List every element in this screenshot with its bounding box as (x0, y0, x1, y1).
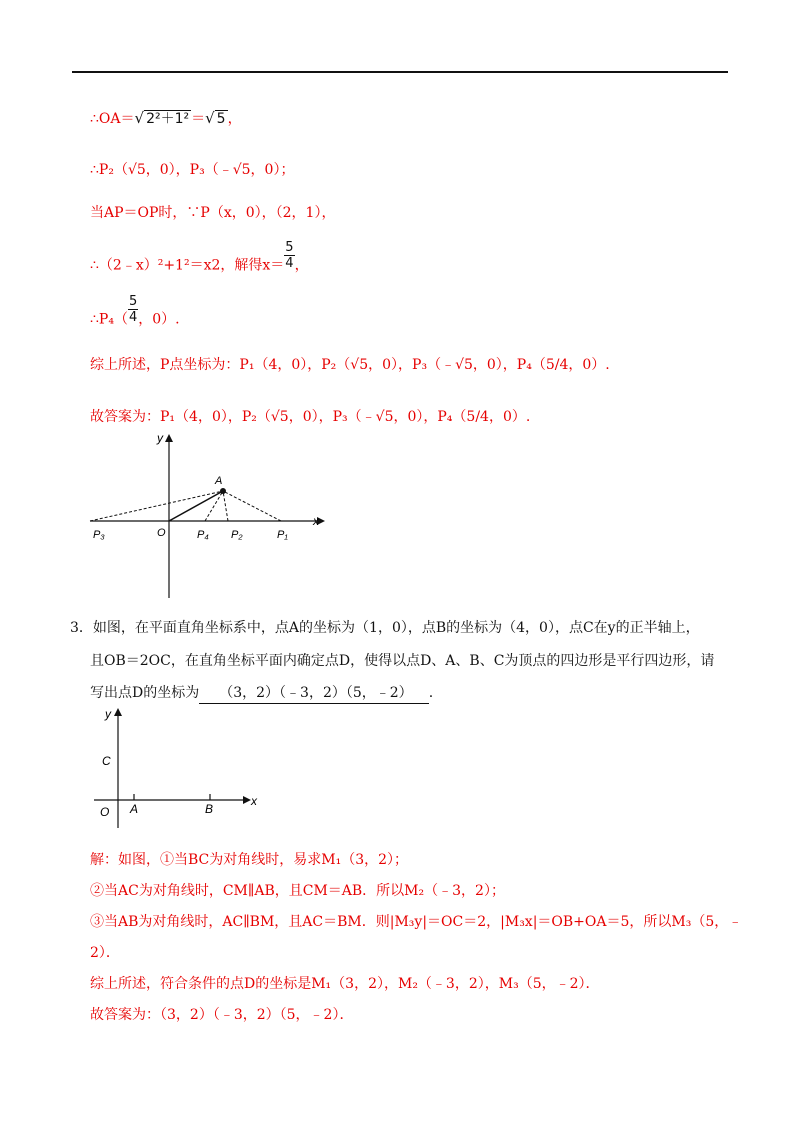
line-answer: 故答案为：P₁（4，0），P₂（√5，0），P₃（﹣√5，0），P₄（5/4，0）. (90, 409, 531, 425)
line-p2-p3: ∴P₂（√5，0），P₃（﹣√5，0）； (90, 162, 295, 178)
label-p1: P₁ (277, 529, 288, 541)
solution-line-3: ③当AB为对角线时，AC∥BM，且AC＝BM．则|M₃y|＝OC＝2，|M₃x|＝OB+OA＝5，所以M₃（5，﹣ (90, 914, 743, 930)
sqrt-expression: √ 2²＋1² (134, 109, 190, 127)
solution-line-4: 综上所述，符合条件的点D的坐标是M₁（3，2），M₂（﹣3，2），M₃（5，﹣2）． (90, 976, 600, 992)
answer-blank: （3，2）（﹣3，2）（5，﹣2） (199, 683, 428, 704)
line-ap-op: 当AP＝OP时，∵P（x，0），（2，1）， (90, 205, 336, 221)
solution-line-3b: 2）． (90, 945, 120, 961)
label-a: A (130, 802, 139, 816)
label-p2: P₂ (231, 529, 243, 541)
label-y: y (157, 431, 163, 445)
label-c: C (102, 754, 111, 768)
solution-line-2: ②当AC为对角线时，CM∥AB，且CM＝AB．所以M₂（﹣3，2）； (90, 883, 505, 899)
solution-line-1: 解：如图，①当BC为对角线时，易求M₁（3，2）； (90, 852, 409, 868)
problem-3-line-1: 3．如图，在平面直角坐标系中，点A的坐标为（1，0），点B的坐标为（4，0），点C在y的正半轴上， (70, 620, 700, 636)
line-p4: ∴P₄（ $\frac{5}{4}$ ，0）. (90, 294, 180, 328)
label-x: x (313, 514, 319, 528)
fraction: $\frac{5}{4}$ (285, 240, 294, 271)
line-summary: 综上所述，P点坐标为：P₁（4，0），P₂（√5，0），P₃（﹣√5，0），P₄（5/4，0）. (90, 357, 610, 373)
header-rule (72, 71, 728, 73)
problem-3-line-3: 写出点D的坐标为 （3，2）（﹣3，2）（5，﹣2） . (90, 683, 433, 704)
line-oa: ∴OA＝√ 2²＋1² ＝√ 5 ， (90, 109, 242, 127)
label-y: y (105, 707, 111, 721)
label-o: O (157, 527, 166, 539)
label-a: A (215, 475, 223, 487)
label-x: x (251, 794, 257, 808)
label-p4: P₄ (197, 529, 209, 541)
figure-coordinate-p (85, 428, 330, 603)
line-solve-x: ∴（2﹣x）²+1²＝x2，解得x＝ $\frac{5}{4}$ ， (90, 240, 309, 274)
fraction: $\frac{5}{4}$ (128, 294, 138, 325)
label-o: O (100, 805, 110, 819)
problem-3-line-2: 且OB＝2OC，在直角坐标平面内确定点D，使得以点D、A、B、C为顶点的四边形是平行四边形，请 (90, 653, 715, 669)
label-p3: P₃ (93, 529, 105, 541)
label-b: B (205, 802, 214, 816)
solution-line-5: 故答案为：（3，2）（﹣3，2）（5，﹣2）． (90, 1007, 354, 1023)
figure-coordinate-abc (88, 704, 268, 834)
